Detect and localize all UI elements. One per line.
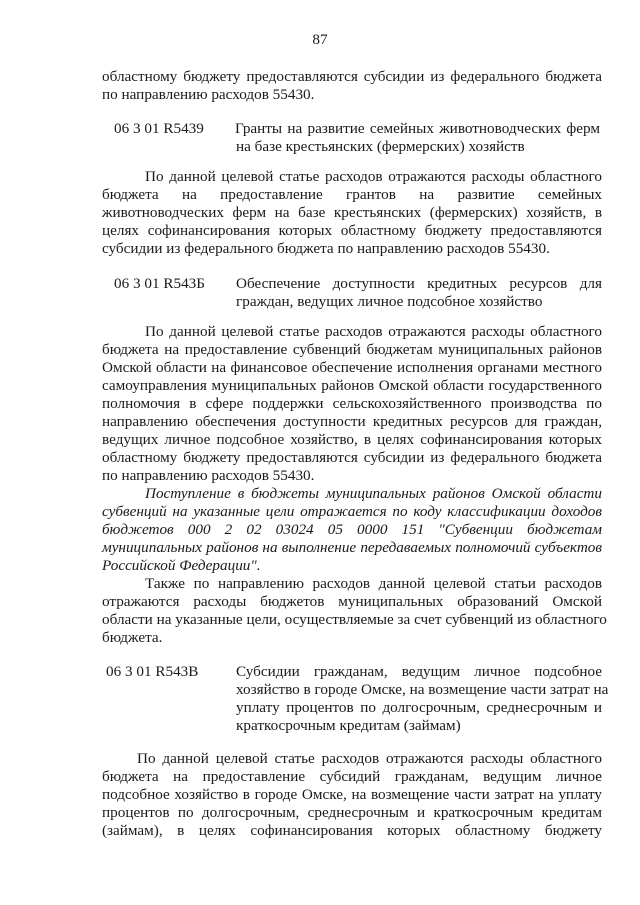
body-text-line: процентов по долгосрочным, среднесрочным и краткосрочным кредитам xyxy=(102,804,602,821)
section-title-line: Обеспечение доступности кредитных ресурсов для xyxy=(236,275,602,292)
section-code: 06 3 01 R543Б xyxy=(114,275,205,292)
body-text-line: животноводческих ферм на базе крестьянских (фермерских) хозяйств, в xyxy=(102,204,602,221)
section-title-line: уплату процентов по долгосрочным, среднесрочным и xyxy=(236,699,602,716)
page-number: 87 xyxy=(312,31,328,48)
body-text-line: по направлению расходов 55430. xyxy=(102,86,315,103)
body-text-line: бюджета. xyxy=(102,629,163,646)
body-text-line: По данной целевой статье расходов отражаются расходы областного xyxy=(145,168,602,185)
body-text-line: бюджета на предоставление субсидий гражданам, ведущим личное xyxy=(102,768,602,785)
body-text-line: По данной целевой статье расходов отражаются расходы областного xyxy=(137,750,602,767)
body-text-line: ведущих личное подсобное хозяйство, в целях софинансирования которых xyxy=(102,431,602,448)
italic-text-line: муниципальных районов на выполнение передаваемых полномочий субъектов xyxy=(102,539,602,556)
body-text-line: областному бюджету предоставляются субсидии из федерального бюджета xyxy=(102,68,602,85)
body-text-line: Омской области на финансовое обеспечение исполнения органами местного xyxy=(102,359,602,376)
section-title-line: хозяйство в городе Омске, на возмещение части затрат на xyxy=(236,681,609,698)
italic-text-line: бюджетов 000 2 02 03024 05 0000 151 "Субвенции бюджетам xyxy=(102,521,602,538)
body-text-line: полномочия в сфере поддержки сельскохозяйственного производства по xyxy=(102,395,602,412)
body-text-line: субсидии из федерального бюджета по направлению расходов 55430. xyxy=(102,240,550,257)
body-text-line: областному бюджету предоставляются субсидии из федерального бюджета xyxy=(102,449,602,466)
section-title-line: краткосрочным кредитам (займам) xyxy=(236,717,461,734)
body-text-line: бюджета на предоставление грантов на развитие семейных xyxy=(102,186,602,203)
body-text-line: По данной целевой статье расходов отражаются расходы областного xyxy=(145,323,602,340)
italic-text-line: Поступление в бюджеты муниципальных районов Омской области xyxy=(145,485,602,502)
body-text-line: бюджета на предоставление субвенций бюджетам муниципальных районов xyxy=(102,341,602,358)
body-text-line: области на указанные цели, осуществляемые за счет субвенций из областного xyxy=(102,611,607,628)
italic-text-line: субвенций на указанные цели отражается по коду классификации доходов xyxy=(102,503,602,520)
section-title-line: на базе крестьянских (фермерских) хозяйств xyxy=(236,138,525,155)
body-text-line: (займам), в целях софинансирования которых областному бюджету xyxy=(102,822,602,839)
section-code: 06 3 01 R543В xyxy=(106,663,199,680)
section-title-line: граждан, ведущих личное подсобное хозяйство xyxy=(236,293,543,310)
section-title-line: Гранты на развитие семейных животноводческих ферм xyxy=(235,120,600,137)
body-text-line: отражаются расходы бюджетов муниципальных образований Омской xyxy=(102,593,602,610)
section-code: 06 3 01 R5439 xyxy=(114,120,204,137)
body-text-line: по направлению расходов 55430. xyxy=(102,467,315,484)
body-text-line: Также по направлению расходов данной целевой статьи расходов xyxy=(145,575,602,592)
body-text-line: направлению обеспечения доступности кредитных ресурсов для граждан, xyxy=(102,413,602,430)
body-text-line: целях софинансирования которых областному бюджету предоставляются xyxy=(102,222,602,239)
body-text-line: подсобное хозяйство в городе Омске, на возмещение части затрат на уплату xyxy=(102,786,602,803)
section-title-line: Субсидии гражданам, ведущим личное подсобное xyxy=(236,663,602,680)
body-text-line: самоуправления муниципальных районов Омской области государственного xyxy=(102,377,602,394)
italic-text-line: Российской Федерации". xyxy=(102,557,261,574)
